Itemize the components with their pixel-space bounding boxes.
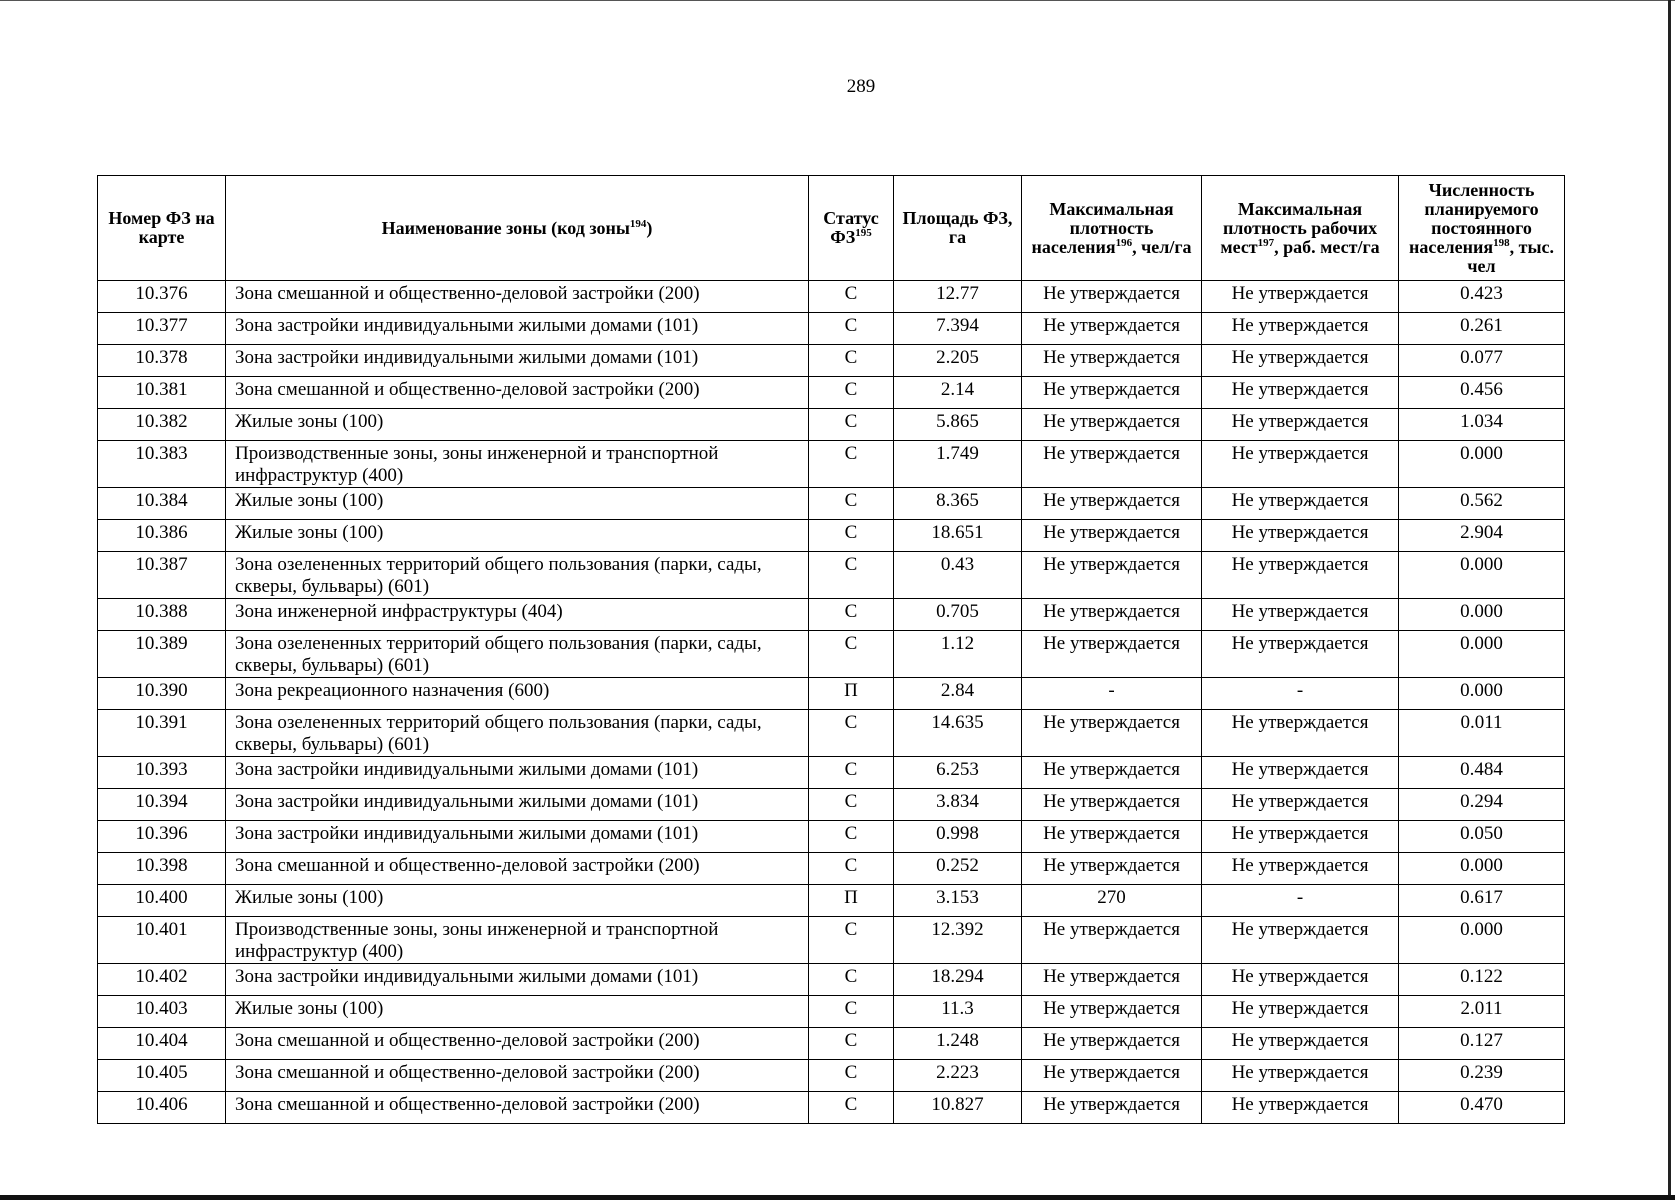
cell-pop-density: Не утверждается xyxy=(1022,917,1202,964)
cell-job-density: Не утверждается xyxy=(1202,313,1399,345)
cell-job-density: Не утверждается xyxy=(1202,345,1399,377)
page-number: 289 xyxy=(846,76,876,97)
table-row xyxy=(98,631,1565,678)
cell-status: С xyxy=(809,409,894,441)
cell-zone-name: Зона озелененных территорий общего пользования (парки, сады, скверы, бульвары) (601) xyxy=(226,631,809,678)
cell-job-density: Не утверждается xyxy=(1202,789,1399,821)
cell-map-number: 10.382 xyxy=(98,409,226,441)
cell-status: С xyxy=(809,789,894,821)
cell-area: 18.294 xyxy=(894,964,1022,996)
cell-area: 2.205 xyxy=(894,345,1022,377)
cell-map-number: 10.393 xyxy=(98,757,226,789)
cell-area: 3.153 xyxy=(894,885,1022,917)
cell-population: 0.562 xyxy=(1399,488,1565,520)
cell-status: С xyxy=(809,552,894,599)
cell-population: 0.456 xyxy=(1399,377,1565,409)
table-row xyxy=(98,409,1565,441)
cell-status: С xyxy=(809,345,894,377)
cell-population: 0.127 xyxy=(1399,1028,1565,1060)
cell-area: 0.705 xyxy=(894,599,1022,631)
cell-area: 7.394 xyxy=(894,313,1022,345)
cell-map-number: 10.383 xyxy=(98,441,226,488)
cell-pop-density: Не утверждается xyxy=(1022,488,1202,520)
cell-population: 0.000 xyxy=(1399,599,1565,631)
cell-population: 2.011 xyxy=(1399,996,1565,1028)
cell-population: 2.904 xyxy=(1399,520,1565,552)
cell-pop-density: Не утверждается xyxy=(1022,757,1202,789)
table-row xyxy=(98,853,1565,885)
cell-zone-name: Зона смешанной и общественно-деловой застройки (200) xyxy=(226,281,809,313)
cell-area: 0.43 xyxy=(894,552,1022,599)
cell-population: 0.122 xyxy=(1399,964,1565,996)
cell-population: 0.294 xyxy=(1399,789,1565,821)
cell-pop-density: Не утверждается xyxy=(1022,345,1202,377)
cell-status: С xyxy=(809,917,894,964)
header-status: Статус ФЗ$^{195}$ xyxy=(809,176,894,281)
cell-population: 1.034 xyxy=(1399,409,1565,441)
cell-job-density: Не утверждается xyxy=(1202,281,1399,313)
table-row xyxy=(98,678,1565,710)
cell-status: С xyxy=(809,441,894,488)
cell-area: 3.834 xyxy=(894,789,1022,821)
cell-status: С xyxy=(809,964,894,996)
cell-pop-density: Не утверждается xyxy=(1022,996,1202,1028)
cell-map-number: 10.396 xyxy=(98,821,226,853)
cell-population: 0.000 xyxy=(1399,631,1565,678)
table-header-row xyxy=(98,176,1565,281)
cell-area: 1.12 xyxy=(894,631,1022,678)
scan-edge-top xyxy=(0,0,1675,1)
cell-job-density: Не утверждается xyxy=(1202,1092,1399,1124)
cell-population: 0.239 xyxy=(1399,1060,1565,1092)
cell-status: С xyxy=(809,488,894,520)
cell-map-number: 10.377 xyxy=(98,313,226,345)
cell-map-number: 10.403 xyxy=(98,996,226,1028)
cell-map-number: 10.386 xyxy=(98,520,226,552)
header-pop-density: Максимальная плотность населения$^{196}$, чел/га xyxy=(1022,176,1202,281)
cell-population: 0.261 xyxy=(1399,313,1565,345)
cell-job-density: - xyxy=(1202,885,1399,917)
cell-map-number: 10.401 xyxy=(98,917,226,964)
cell-map-number: 10.400 xyxy=(98,885,226,917)
cell-pop-density: Не утверждается xyxy=(1022,853,1202,885)
cell-area: 2.223 xyxy=(894,1060,1022,1092)
cell-pop-density: Не утверждается xyxy=(1022,377,1202,409)
cell-status: С xyxy=(809,599,894,631)
scan-edge-right xyxy=(1668,0,1671,1200)
cell-population: 0.050 xyxy=(1399,821,1565,853)
cell-zone-name: Жилые зоны (100) xyxy=(226,488,809,520)
cell-zone-name: Зона смешанной и общественно-деловой застройки (200) xyxy=(226,1028,809,1060)
cell-zone-name: Зона застройки индивидуальными жилыми домами (101) xyxy=(226,345,809,377)
cell-population: 0.470 xyxy=(1399,1092,1565,1124)
cell-zone-name: Жилые зоны (100) xyxy=(226,520,809,552)
header-area: Площадь ФЗ, га xyxy=(894,176,1022,281)
cell-area: 10.827 xyxy=(894,1092,1022,1124)
cell-map-number: 10.391 xyxy=(98,710,226,757)
header-map-number: Номер ФЗ на карте xyxy=(98,176,226,281)
cell-status: С xyxy=(809,853,894,885)
table-row xyxy=(98,885,1565,917)
cell-population: 0.011 xyxy=(1399,710,1565,757)
cell-zone-name: Зона застройки индивидуальными жилыми домами (101) xyxy=(226,821,809,853)
cell-zone-name: Жилые зоны (100) xyxy=(226,885,809,917)
cell-pop-density: Не утверждается xyxy=(1022,821,1202,853)
cell-area: 6.253 xyxy=(894,757,1022,789)
cell-status: С xyxy=(809,710,894,757)
cell-area: 2.84 xyxy=(894,678,1022,710)
cell-job-density: Не утверждается xyxy=(1202,757,1399,789)
cell-status: С xyxy=(809,757,894,789)
cell-job-density: Не утверждается xyxy=(1202,377,1399,409)
cell-map-number: 10.388 xyxy=(98,599,226,631)
cell-job-density: Не утверждается xyxy=(1202,441,1399,488)
header-job-density: Максимальная плотность рабочих мест$^{197}$, раб. мест/га xyxy=(1202,176,1399,281)
cell-job-density: Не утверждается xyxy=(1202,821,1399,853)
table-row xyxy=(98,789,1565,821)
cell-status: П xyxy=(809,885,894,917)
cell-status: С xyxy=(809,520,894,552)
cell-zone-name: Жилые зоны (100) xyxy=(226,996,809,1028)
cell-job-density: Не утверждается xyxy=(1202,996,1399,1028)
cell-pop-density: Не утверждается xyxy=(1022,313,1202,345)
zones-table xyxy=(97,175,1565,1124)
table-row xyxy=(98,441,1565,488)
cell-status: С xyxy=(809,1028,894,1060)
table-row xyxy=(98,552,1565,599)
cell-job-density: Не утверждается xyxy=(1202,552,1399,599)
cell-status: С xyxy=(809,1060,894,1092)
cell-population: 0.617 xyxy=(1399,885,1565,917)
cell-map-number: 10.390 xyxy=(98,678,226,710)
cell-map-number: 10.406 xyxy=(98,1092,226,1124)
cell-population: 0.000 xyxy=(1399,552,1565,599)
cell-pop-density: Не утверждается xyxy=(1022,1028,1202,1060)
cell-population: 0.000 xyxy=(1399,853,1565,885)
cell-area: 8.365 xyxy=(894,488,1022,520)
cell-area: 12.77 xyxy=(894,281,1022,313)
cell-map-number: 10.402 xyxy=(98,964,226,996)
cell-zone-name: Зона озелененных территорий общего пользования (парки, сады, скверы, бульвары) (601) xyxy=(226,710,809,757)
cell-area: 14.635 xyxy=(894,710,1022,757)
table-row xyxy=(98,599,1565,631)
table-row xyxy=(98,710,1565,757)
table-row xyxy=(98,1028,1565,1060)
cell-status: П xyxy=(809,678,894,710)
cell-job-density: Не утверждается xyxy=(1202,964,1399,996)
cell-map-number: 10.387 xyxy=(98,552,226,599)
cell-job-density: Не утверждается xyxy=(1202,1060,1399,1092)
cell-area: 18.651 xyxy=(894,520,1022,552)
header-zone-name: Наименование зоны (код зоны$^{194}$) xyxy=(226,176,809,281)
cell-area: 0.998 xyxy=(894,821,1022,853)
cell-map-number: 10.389 xyxy=(98,631,226,678)
header-population: Численность планируемого постоянного населения$^{198}$, тыс. чел xyxy=(1399,176,1565,281)
cell-map-number: 10.381 xyxy=(98,377,226,409)
cell-pop-density: Не утверждается xyxy=(1022,631,1202,678)
cell-zone-name: Зона смешанной и общественно-деловой застройки (200) xyxy=(226,1092,809,1124)
cell-pop-density: 270 xyxy=(1022,885,1202,917)
cell-zone-name: Зона озелененных территорий общего пользования (парки, сады, скверы, бульвары) (601) xyxy=(226,552,809,599)
table-row xyxy=(98,1092,1565,1124)
table-row xyxy=(98,964,1565,996)
cell-pop-density: Не утверждается xyxy=(1022,599,1202,631)
cell-population: 0.000 xyxy=(1399,678,1565,710)
cell-job-density: Не утверждается xyxy=(1202,917,1399,964)
cell-pop-density: Не утверждается xyxy=(1022,441,1202,488)
cell-map-number: 10.378 xyxy=(98,345,226,377)
scan-edge-bottom xyxy=(0,1195,1675,1200)
table-row xyxy=(98,345,1565,377)
cell-job-density: Не утверждается xyxy=(1202,409,1399,441)
table-row xyxy=(98,281,1565,313)
cell-map-number: 10.376 xyxy=(98,281,226,313)
cell-status: С xyxy=(809,1092,894,1124)
cell-job-density: Не утверждается xyxy=(1202,520,1399,552)
cell-pop-density: Не утверждается xyxy=(1022,552,1202,599)
cell-map-number: 10.384 xyxy=(98,488,226,520)
cell-job-density: Не утверждается xyxy=(1202,631,1399,678)
cell-zone-name: Зона застройки индивидуальными жилыми домами (101) xyxy=(226,313,809,345)
table-row xyxy=(98,488,1565,520)
cell-job-density: - xyxy=(1202,678,1399,710)
cell-zone-name: Зона застройки индивидуальными жилыми домами (101) xyxy=(226,789,809,821)
cell-status: С xyxy=(809,631,894,678)
cell-status: С xyxy=(809,821,894,853)
table-row xyxy=(98,1060,1565,1092)
cell-area: 1.749 xyxy=(894,441,1022,488)
cell-area: 1.248 xyxy=(894,1028,1022,1060)
cell-map-number: 10.398 xyxy=(98,853,226,885)
cell-map-number: 10.405 xyxy=(98,1060,226,1092)
cell-population: 0.000 xyxy=(1399,441,1565,488)
cell-map-number: 10.404 xyxy=(98,1028,226,1060)
cell-population: 0.077 xyxy=(1399,345,1565,377)
cell-area: 2.14 xyxy=(894,377,1022,409)
table-row xyxy=(98,757,1565,789)
cell-zone-name: Зона смешанной и общественно-деловой застройки (200) xyxy=(226,377,809,409)
cell-population: 0.484 xyxy=(1399,757,1565,789)
cell-population: 0.423 xyxy=(1399,281,1565,313)
table-row xyxy=(98,377,1565,409)
cell-area: 0.252 xyxy=(894,853,1022,885)
cell-job-density: Не утверждается xyxy=(1202,853,1399,885)
cell-map-number: 10.394 xyxy=(98,789,226,821)
cell-job-density: Не утверждается xyxy=(1202,1028,1399,1060)
cell-job-density: Не утверждается xyxy=(1202,599,1399,631)
cell-area: 5.865 xyxy=(894,409,1022,441)
cell-population: 0.000 xyxy=(1399,917,1565,964)
cell-zone-name: Производственные зоны, зоны инженерной и транспортной инфраструктур (400) xyxy=(226,441,809,488)
cell-status: С xyxy=(809,281,894,313)
cell-zone-name: Зона смешанной и общественно-деловой застройки (200) xyxy=(226,1060,809,1092)
cell-zone-name: Производственные зоны, зоны инженерной и транспортной инфраструктур (400) xyxy=(226,917,809,964)
cell-pop-density: - xyxy=(1022,678,1202,710)
cell-pop-density: Не утверждается xyxy=(1022,710,1202,757)
cell-pop-density: Не утверждается xyxy=(1022,409,1202,441)
cell-job-density: Не утверждается xyxy=(1202,710,1399,757)
cell-zone-name: Зона рекреационного назначения (600) xyxy=(226,678,809,710)
cell-status: С xyxy=(809,313,894,345)
cell-zone-name: Жилые зоны (100) xyxy=(226,409,809,441)
table-row xyxy=(98,917,1565,964)
cell-pop-density: Не утверждается xyxy=(1022,1060,1202,1092)
cell-pop-density: Не утверждается xyxy=(1022,1092,1202,1124)
cell-pop-density: Не утверждается xyxy=(1022,520,1202,552)
cell-area: 11.3 xyxy=(894,996,1022,1028)
cell-pop-density: Не утверждается xyxy=(1022,789,1202,821)
cell-zone-name: Зона инженерной инфраструктуры (404) xyxy=(226,599,809,631)
table-row xyxy=(98,313,1565,345)
cell-status: С xyxy=(809,996,894,1028)
cell-zone-name: Зона застройки индивидуальными жилыми домами (101) xyxy=(226,757,809,789)
table-row xyxy=(98,821,1565,853)
cell-job-density: Не утверждается xyxy=(1202,488,1399,520)
cell-zone-name: Зона застройки индивидуальными жилыми домами (101) xyxy=(226,964,809,996)
cell-status: С xyxy=(809,377,894,409)
cell-zone-name: Зона смешанной и общественно-деловой застройки (200) xyxy=(226,853,809,885)
cell-area: 12.392 xyxy=(894,917,1022,964)
cell-pop-density: Не утверждается xyxy=(1022,281,1202,313)
cell-pop-density: Не утверждается xyxy=(1022,964,1202,996)
table-row xyxy=(98,996,1565,1028)
table-row xyxy=(98,520,1565,552)
